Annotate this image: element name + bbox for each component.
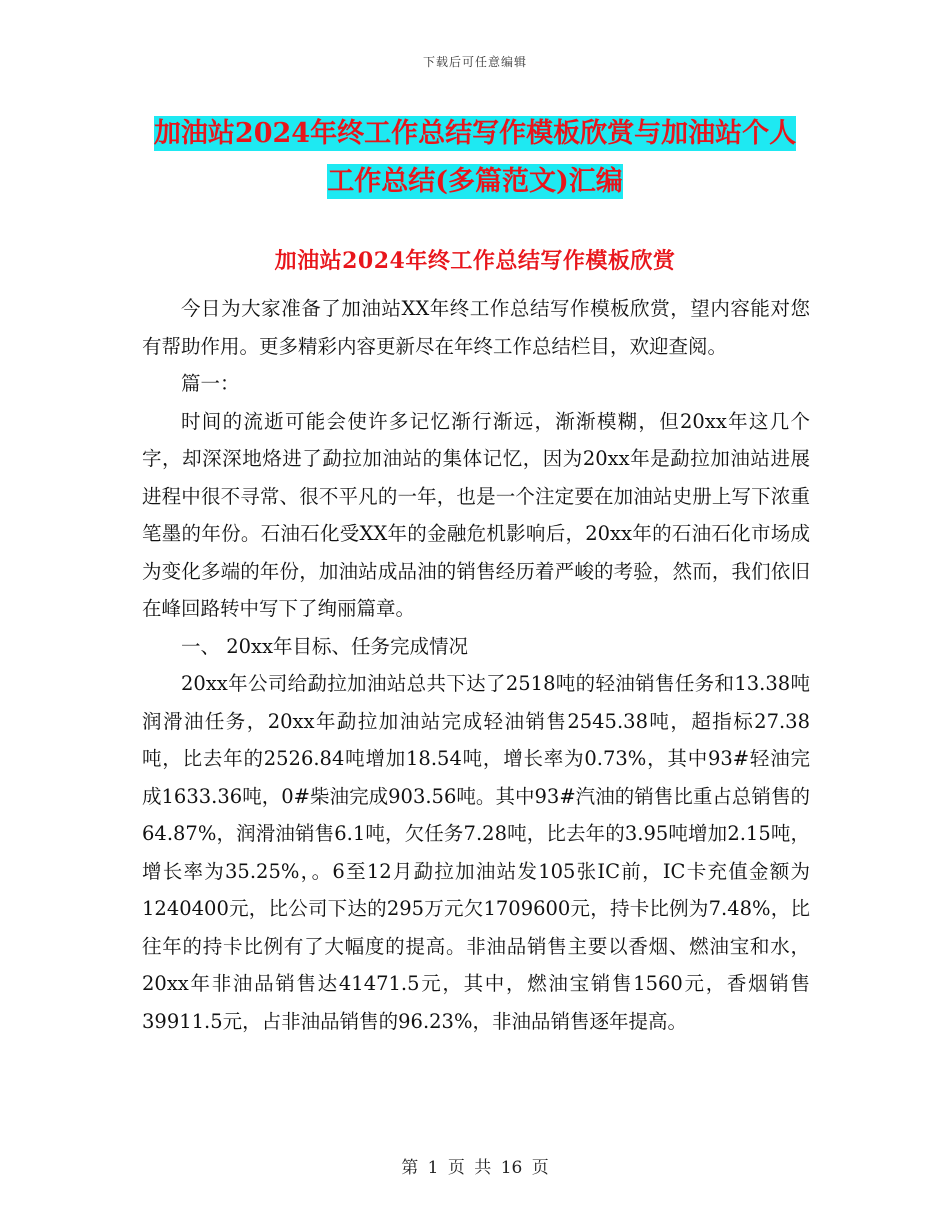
body-paragraph: 时间的流逝可能会使许多记忆渐行渐远，渐渐模糊，但20xx年这几个字，却深深地烙进了勐拉加油站的集体记忆，因为20xx年是勐拉加油站进展进程中很不寻常、很不平凡的一年，也是一个注定要在加油站史册上写下浓重笔墨的年份。石油石化受XX年的金融危机影响后，20xx年的石油石化市场成为变化多端的年份，加油站成品油的销售经历着严峻的考验，然而，我们依旧在峰回路转中写下了绚丽篇章。 bbox=[142, 409, 810, 620]
intro-paragraph: 今日为大家准备了加油站XX年终工作总结写作模板欣赏，望内容能对您有帮助作用。更多精彩内容更新尽在年终工作总结栏目，欢迎查阅。 bbox=[142, 297, 810, 358]
page-header-note: 下载后可任意编辑 bbox=[422, 55, 527, 69]
document-title bbox=[100, 110, 850, 206]
chapter-label: 篇一： bbox=[181, 372, 240, 395]
page-number: 第 1 页 共 16 页 bbox=[401, 1158, 549, 1178]
document-title-line-1: 加油站2024年终工作总结写作模板欣赏与加油站个人 bbox=[153, 118, 797, 149]
section-title: 加油站2024年终工作总结写作模板欣赏 bbox=[274, 248, 676, 274]
section-heading: 一、 20xx年目标、任务完成情况 bbox=[181, 634, 469, 658]
document-title-line-2: 工作总结(多篇范文)汇编 bbox=[327, 166, 623, 197]
document-body bbox=[142, 290, 810, 1040]
body-paragraph: 20xx年公司给勐拉加油站总共下达了2518吨的轻油销售任务和13.38吨润滑油任务，20xx年勐拉加油站完成轻油销售2545.38吨，超指标27.38吨，比去年的2526.84吨增加18.54吨，增长率为0.73%，其中93#轻油完成1633.36吨，0#柴油完成903.56吨。其中93#汽油的销售比重占总销售的64.87%，润滑油销售6.1吨，欠任务7.28吨，比去年的3.95吨增加2.15吨，增长率为35.25%，。6至12月勐拉加油站发105张IC前，IC卡充值金额为1240400元，比公司下达的295万元欠1709600元，持卡比例为7.48%，比往年的持卡比例有了大幅度的提高。非油品销售主要以香烟、燃油宝和水，20xx年非油品销售达41471.5元，其中，燃油宝销售1560元，香烟销售39911.5元，占非油品销售的96.23%，非油品销售逐年提高。 bbox=[142, 672, 810, 1033]
